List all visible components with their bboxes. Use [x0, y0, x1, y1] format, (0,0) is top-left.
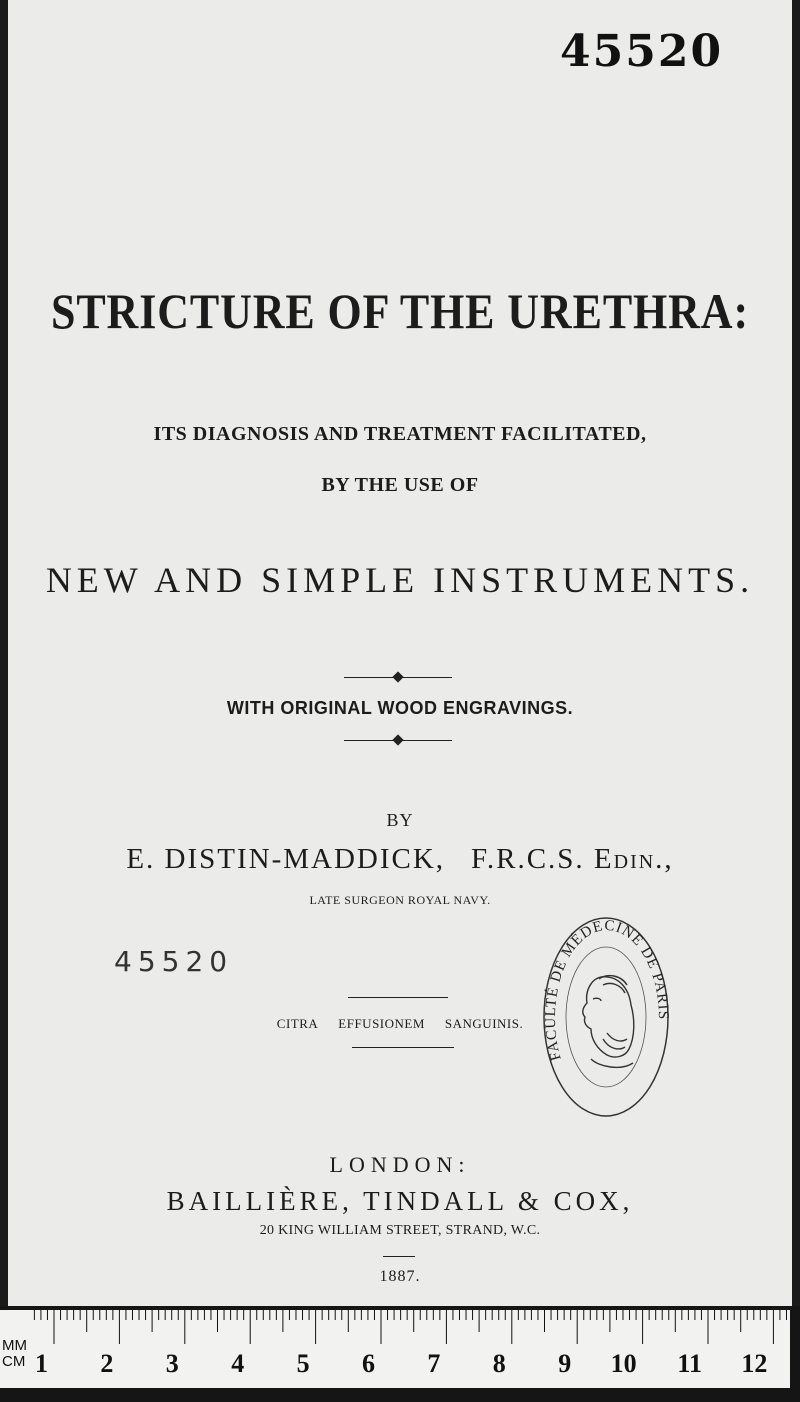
stamp-text: FACULTÉ DE MÉDECINE DE PARIS [542, 917, 671, 1063]
motto-rule-top [348, 997, 448, 998]
scale-label: 5 [296, 1349, 310, 1378]
author-name: E. DISTIN-MADDICK, [126, 843, 446, 875]
title-page [8, 0, 792, 1306]
motto [0, 1016, 800, 1032]
engravings-note: WITH ORIGINAL WOOD ENGRAVINGS. [226, 698, 574, 718]
scale-unit-mm: MM [2, 1337, 27, 1354]
motto-word: CITRA [276, 1016, 319, 1031]
scale-label: 9 [558, 1349, 572, 1378]
catalog-number: 45520 [560, 26, 724, 77]
scale-label: 8 [492, 1349, 506, 1378]
portrait-profile-icon [583, 976, 634, 1068]
scale-label: 7 [427, 1349, 441, 1378]
by-label: BY [386, 810, 414, 830]
headline: NEW AND SIMPLE INSTRUMENTS. [45, 560, 755, 600]
measurement-scale [0, 1306, 800, 1402]
imprint-city: LONDON: [329, 1152, 471, 1177]
motto-word: EFFUSIONEM [338, 1016, 425, 1031]
imprint-year: 1887. [379, 1268, 421, 1285]
library-stamp [541, 915, 671, 1120]
subtitle-line-1: ITS DIAGNOSIS AND TREATMENT FACILITATED, [153, 423, 647, 445]
author-line [0, 843, 800, 876]
scale-label: 2 [100, 1349, 114, 1378]
motto-word: SANGUINIS. [444, 1016, 524, 1031]
scale-label: 1 [35, 1349, 48, 1378]
author-credentials-place: Edin., [593, 843, 674, 875]
imprint-publisher: BAILLIÈRE, TINDALL & COX, [166, 1186, 634, 1216]
subtitle-line-2: BY THE USE OF [321, 474, 479, 496]
scale-label: 11 [677, 1349, 702, 1378]
year-rule [383, 1256, 415, 1257]
author-credentials [471, 843, 674, 875]
motto-rule-bottom [352, 1047, 454, 1048]
imprint-address: 20 KING WILLIAM STREET, STRAND, W.C. [259, 1223, 541, 1238]
scale-label: 12 [741, 1349, 768, 1378]
author-credentials-prefix: F.R.C.S. [471, 843, 594, 875]
author-note: LATE SURGEON ROYAL NAVY. [309, 893, 491, 907]
handwritten-number: 45520 [114, 945, 234, 978]
scale-label: 3 [165, 1349, 179, 1378]
book-title: STRICTURE OF THE URETHRA: [50, 283, 750, 339]
scale-label: 6 [362, 1349, 375, 1378]
scale-unit-cm: CM [2, 1353, 26, 1370]
scale-label: 4 [231, 1349, 245, 1378]
svg-text:FACULTÉ DE MÉDECINE DE PARIS [543, 918, 671, 1062]
scale-label: 10 [610, 1349, 637, 1378]
